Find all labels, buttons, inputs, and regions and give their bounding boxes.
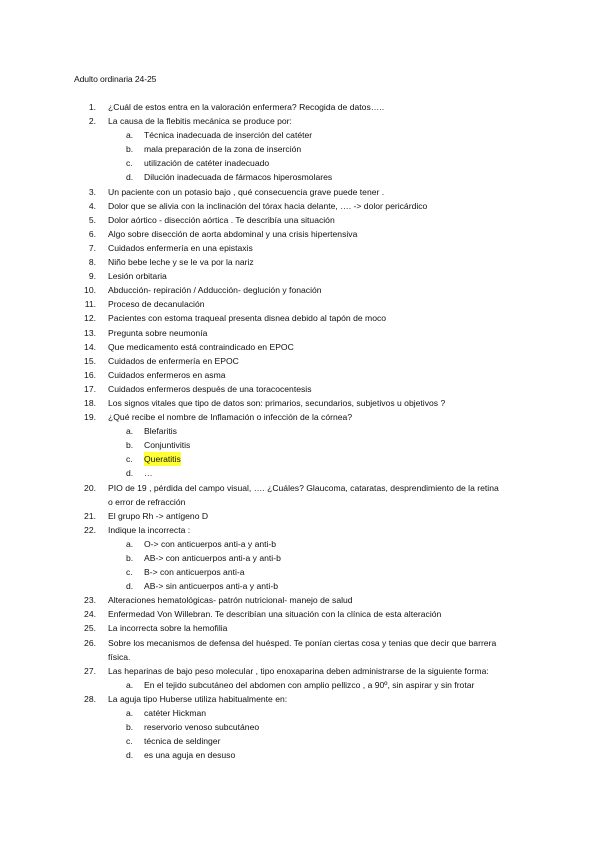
- question-text: La incorrecta sobre la hemofilia: [108, 623, 228, 634]
- answer-option: [0, 424, 600, 438]
- option-letter: d.: [126, 172, 134, 183]
- question-item: [0, 664, 600, 678]
- question-item: [0, 410, 600, 424]
- question-item: [0, 340, 600, 354]
- answer-option: [0, 734, 600, 748]
- question-text: Algo sobre disección de aorta abdominal y una crisis hipertensiva: [108, 228, 358, 239]
- question-number: 8.: [88, 257, 96, 268]
- answer-option: [0, 678, 600, 692]
- question-text: Las heparinas de bajo peso molecular , tipo enoxaparina deben administrarse de la siguiente forma:: [108, 665, 489, 676]
- option-text: Queratitis: [144, 452, 181, 466]
- question-number: 6.: [88, 228, 96, 239]
- question-number: 7.: [88, 242, 96, 253]
- question-text: Cuidados enfermeros en asma: [108, 369, 226, 380]
- question-item: [0, 636, 600, 650]
- option-text: Técnica inadecuada de inserción del catéter: [144, 130, 313, 141]
- question-number: 28.: [84, 693, 96, 704]
- option-text: Conjuntivitis: [144, 440, 191, 451]
- question-item: [0, 523, 600, 537]
- answer-option: [0, 706, 600, 720]
- option-letter: b.: [126, 440, 134, 451]
- option-letter: c.: [126, 567, 133, 578]
- question-text: Dolor que se alivia con la inclinación del tórax hacia delante, …. -> dolor pericárdico: [108, 200, 428, 211]
- answer-option: [0, 452, 600, 466]
- question-text: La causa de la flebitis mecánica se produce por:: [108, 116, 292, 127]
- option-letter: a.: [126, 708, 134, 719]
- question-number: 21.: [84, 510, 96, 521]
- question-item: [0, 185, 600, 199]
- question-text: Niño bebe leche y se le va por la nariz: [108, 257, 254, 268]
- option-text: B-> con anticuerpos anti-a: [144, 567, 245, 578]
- answer-option: [0, 156, 600, 170]
- question-number: 2.: [88, 116, 96, 127]
- question-number: 4.: [88, 200, 96, 211]
- answer-option: [0, 551, 600, 565]
- question-item: [0, 692, 600, 706]
- question-number: 9.: [88, 271, 96, 282]
- answer-option: [0, 466, 600, 480]
- answer-option: [0, 128, 600, 142]
- question-item: [0, 255, 600, 269]
- answer-option: [0, 537, 600, 551]
- option-letter: d.: [126, 750, 134, 761]
- option-letter: c.: [126, 736, 133, 747]
- question-item: [0, 100, 600, 114]
- question-text: Pregunta sobre neumonía: [108, 327, 208, 338]
- question-text: ¿Qué recibe el nombre de Inflamación o infección de la córnea?: [108, 412, 353, 423]
- option-text: En el tejido subcutáneo del abdomen con amplio pellizco , a 90º, sin aspirar y sin frotar: [144, 679, 475, 690]
- question-text: Proceso de decanulación: [108, 299, 205, 310]
- option-letter: b.: [126, 722, 134, 733]
- question-number: 20.: [84, 482, 96, 493]
- question-continuation: [0, 650, 600, 664]
- question-text: Cuidados de enfermería en EPOC: [108, 355, 239, 366]
- option-text: O-> con anticuerpos anti-a y anti-b: [144, 538, 277, 549]
- option-text: utilización de catéter inadecuado: [144, 158, 270, 169]
- question-item: [0, 213, 600, 227]
- question-text: Enfermedad Von Willebran. Te describían una situación con la clínica de esta alteración: [108, 609, 442, 620]
- question-text: Cuidados enfermeros después de una toracocentesis: [108, 383, 312, 394]
- document-title: Adulto ordinaria 24-25: [74, 74, 157, 84]
- question-text: Los signos vitales que tipo de datos son: primarios, secundarios, subjetivos u objetivos ?: [108, 397, 446, 408]
- option-letter: d.: [126, 581, 134, 592]
- question-item: [0, 509, 600, 523]
- question-number: 15.: [84, 355, 96, 366]
- question-item: [0, 269, 600, 283]
- question-text: Lesión orbitaria: [108, 271, 167, 282]
- question-item: [0, 354, 600, 368]
- answer-option: [0, 579, 600, 593]
- question-text: o error de refracción: [108, 496, 186, 507]
- question-number: 24.: [84, 609, 96, 620]
- option-text: catéter Hickman: [144, 708, 207, 719]
- question-item: [0, 199, 600, 213]
- question-number: 14.: [84, 341, 96, 352]
- question-number: 25.: [84, 623, 96, 634]
- question-text: física.: [108, 651, 131, 662]
- question-text: ¿Cuál de estos entra en la valoración enfermera? Recogida de datos…..: [108, 102, 385, 112]
- question-text: Que medicamento está contraindicado en EPOC: [108, 341, 294, 352]
- option-letter: c.: [126, 158, 133, 169]
- question-number: 13.: [84, 327, 96, 338]
- answer-option: [0, 720, 600, 734]
- question-item: [0, 297, 600, 311]
- question-item: [0, 607, 600, 621]
- question-number: 1.: [88, 102, 96, 112]
- question-number: 22.: [84, 524, 96, 535]
- question-text: Un paciente con un potasio bajo , qué consecuencia grave puede tener .: [108, 186, 385, 197]
- option-letter: a.: [126, 538, 134, 549]
- question-continuation: [0, 495, 600, 509]
- question-number: 5.: [88, 214, 96, 225]
- question-number: 17.: [84, 383, 96, 394]
- question-list: [0, 100, 600, 762]
- option-text: Blefaritis: [144, 426, 177, 437]
- question-item: [0, 326, 600, 340]
- option-text: técnica de seldinger: [144, 736, 221, 747]
- question-number: 11.: [84, 299, 96, 310]
- question-number: 3.: [88, 186, 96, 197]
- question-text: Indique la incorrecta :: [108, 524, 191, 535]
- question-number: 18.: [84, 397, 96, 408]
- question-text: Dolor aórtico - disección aórtica . Te describía una situación: [108, 214, 335, 225]
- question-number: 12.: [84, 313, 96, 324]
- option-letter: c.: [126, 454, 133, 465]
- question-item: [0, 114, 600, 128]
- option-letter: b.: [126, 144, 134, 155]
- option-letter: a.: [126, 426, 134, 437]
- option-text: es una aguja en desuso: [144, 750, 236, 761]
- question-number: 26.: [84, 637, 96, 648]
- question-item: [0, 368, 600, 382]
- option-letter: a.: [126, 679, 134, 690]
- option-text: AB-> sin anticuerpos anti-a y anti-b: [144, 581, 278, 592]
- option-text: mala preparación de la zona de inserción: [144, 144, 302, 155]
- question-text: Abducción- repiración / Adducción- deglución y fonación: [108, 285, 322, 296]
- answer-option: [0, 142, 600, 156]
- question-text: Cuidados enfermería en una epistaxis: [108, 242, 253, 253]
- answer-option: [0, 748, 600, 762]
- question-item: [0, 593, 600, 607]
- question-text: Pacientes con estoma traqueal presenta disnea debido al tapón de moco: [108, 313, 387, 324]
- option-text: Dilución inadecuada de fármacos hiperosmolares: [144, 172, 333, 183]
- question-item: [0, 621, 600, 635]
- question-number: 23.: [84, 595, 96, 606]
- answer-option: [0, 438, 600, 452]
- question-number: 10.: [84, 285, 96, 296]
- question-item: [0, 227, 600, 241]
- question-text: La aguja tipo Huberse utiliza habitualmente en:: [108, 693, 288, 704]
- question-number: 27.: [84, 665, 96, 676]
- option-text: …: [144, 468, 153, 479]
- option-letter: a.: [126, 130, 134, 141]
- option-text: AB-> con anticuerpos anti-a y anti-b: [144, 553, 281, 563]
- answer-option: [0, 170, 600, 184]
- question-text: El grupo Rh -> antígeno D: [108, 510, 209, 521]
- question-item: [0, 382, 600, 396]
- question-item: [0, 241, 600, 255]
- question-item: [0, 283, 600, 297]
- question-number: 16.: [84, 369, 96, 380]
- question-item: [0, 396, 600, 410]
- question-item: [0, 311, 600, 325]
- question-text: Alteraciones hematológicas- patrón nutricional- manejo de salud: [108, 595, 353, 606]
- option-text: reservorio venoso subcutáneo: [144, 722, 260, 733]
- question-number: 19.: [84, 412, 96, 423]
- question-text: PIO de 19 , pérdida del campo visual, …. ¿Cuáles? Glaucoma, cataratas, desprendimiento de la retina: [108, 482, 499, 493]
- question-text: Sobre los mecanismos de defensa del huésped. Te ponían ciertas cosa y tenias que decir que barrera: [108, 637, 497, 648]
- option-letter: b.: [126, 553, 134, 563]
- question-item: [0, 481, 600, 495]
- option-letter: d.: [126, 468, 134, 479]
- answer-option: [0, 565, 600, 579]
